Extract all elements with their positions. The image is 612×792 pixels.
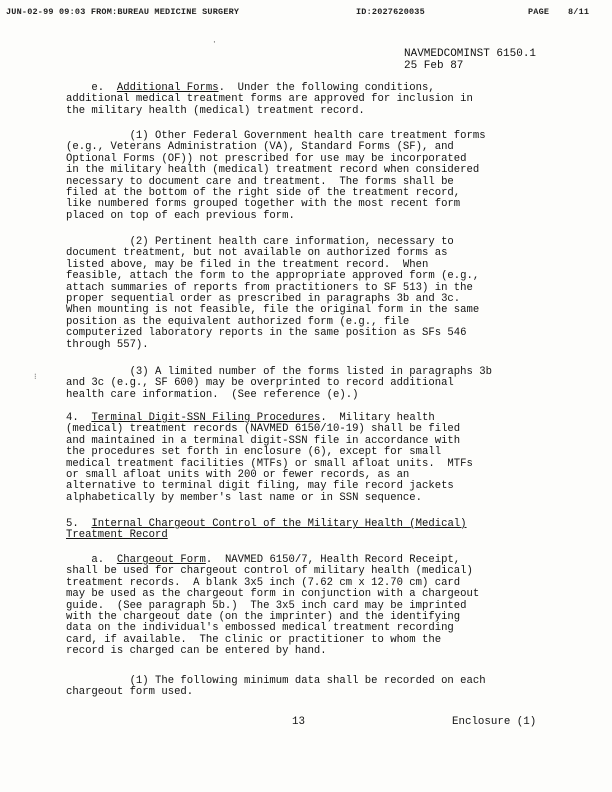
paragraph-e-1: (1) Other Federal Government health care treatment forms (e.g., Veterans Administration (VA), Standard Forms (SF), and Optional Forms (OF)) not prescribed for use may be incorporated in the military health (medical) treatment record when considered necessary to document care and treatment. The forms shall be filed at the bottom of the right side of the treatment record, like numbered forms grouped together with the most recent form placed on top of each previous form.	[66, 130, 486, 222]
section-4-title: Terminal Digit-SSN Filing Procedures	[91, 412, 321, 424]
section-5-title-line2: Treatment Record	[66, 529, 168, 542]
enclosure-label: Enclosure (1)	[452, 716, 537, 728]
fax-header-page-number: 8/11	[568, 7, 590, 17]
paragraph-5a-indent: a.	[66, 554, 117, 566]
paragraph-5a-body: . NAVMED 6150/7, Health Record Receipt, shall be used for chargeout control of military health (medical) treatment records. A blank 3x5 inch (7.62 cm x 12.70 cm) card may be used as the chargeout form in conjunction with a chargeout guide. (See paragraph 5b.) The 3x5 inch card may be imprinted with the chargeout date (on the imprinter) and the identifying data on the individual's embossed medical treatment recording card, if available. The clinic or practitioner to whom the record is charged can be entered by hand.	[66, 554, 480, 658]
section-5-heading	[66, 519, 546, 542]
instruction-number: NAVMEDCOMINST 6150.1	[404, 48, 537, 60]
paragraph-e-title: Additional Forms	[116, 82, 219, 94]
section-4	[66, 413, 546, 504]
fax-header-sender: JUN-02-99 09:03 FROM:BUREAU MEDICINE SURGERY	[6, 7, 240, 17]
page-number: 13	[292, 716, 305, 728]
paragraph-5a	[66, 555, 546, 658]
section-5-title-line1: Internal Chargeout Control of the Military Health (Medical)	[91, 518, 467, 530]
fax-header-id: ID:2027620035	[356, 7, 425, 17]
paragraph-e-3: (3) A limited number of the forms listed in paragraphs 3b and 3c (e.g., SF 600) may be overprinted to record additional health care information. (See reference (e).)	[66, 366, 492, 401]
instruction-date: 25 Feb 87	[404, 60, 464, 72]
paragraph-e-indent: e.	[66, 82, 117, 94]
paragraph-e-body: . Under the following conditions, additional medical treatment forms are approved for inclusion in the military health (medical) treatment record.	[66, 82, 473, 117]
paragraph-e	[66, 83, 546, 117]
fax-header-page-label: PAGE	[528, 7, 550, 17]
section-4-number: 4.	[66, 412, 92, 424]
scan-speck: ·	[212, 38, 217, 47]
paragraph-e-2: (2) Pertinent health care information, necessary to document treatment, but not available on authorized forms as listed above, may be filed in the treatment record. When feasible, attach the form to the appropriate approved form (e.g., attach summaries of reports from practitioners to SF 513) in the proper sequential order as prescribed in paragraphs 3b and 3c. When mounting is not feasible, file the original form in the same position as the equivalent authorized form (e.g., file computerized laboratory reports in the same position as SFs 546 through 557).	[66, 236, 480, 351]
scan-speck: ⁝	[34, 373, 37, 382]
paragraph-5a-title: Chargeout Form	[116, 554, 206, 566]
section-5-number: 5.	[66, 518, 92, 530]
section-4-body: . Military health (medical) treatment records (NAVMED 6150/10-19) shall be filed and maintained in a terminal digit-SSN file in accordance with the procedures set forth in enclosure (6), except for small medical treatment facilities (MTFs) or small afloat units. MTFs or small afloat units with 200 or fewer records, as an alternative to terminal digit filing, may file record jackets alphabetically by member's last name or in SSN sequence.	[66, 412, 473, 504]
paragraph-5a-1: (1) The following minimum data shall be recorded on each chargeout form used.	[66, 675, 486, 699]
